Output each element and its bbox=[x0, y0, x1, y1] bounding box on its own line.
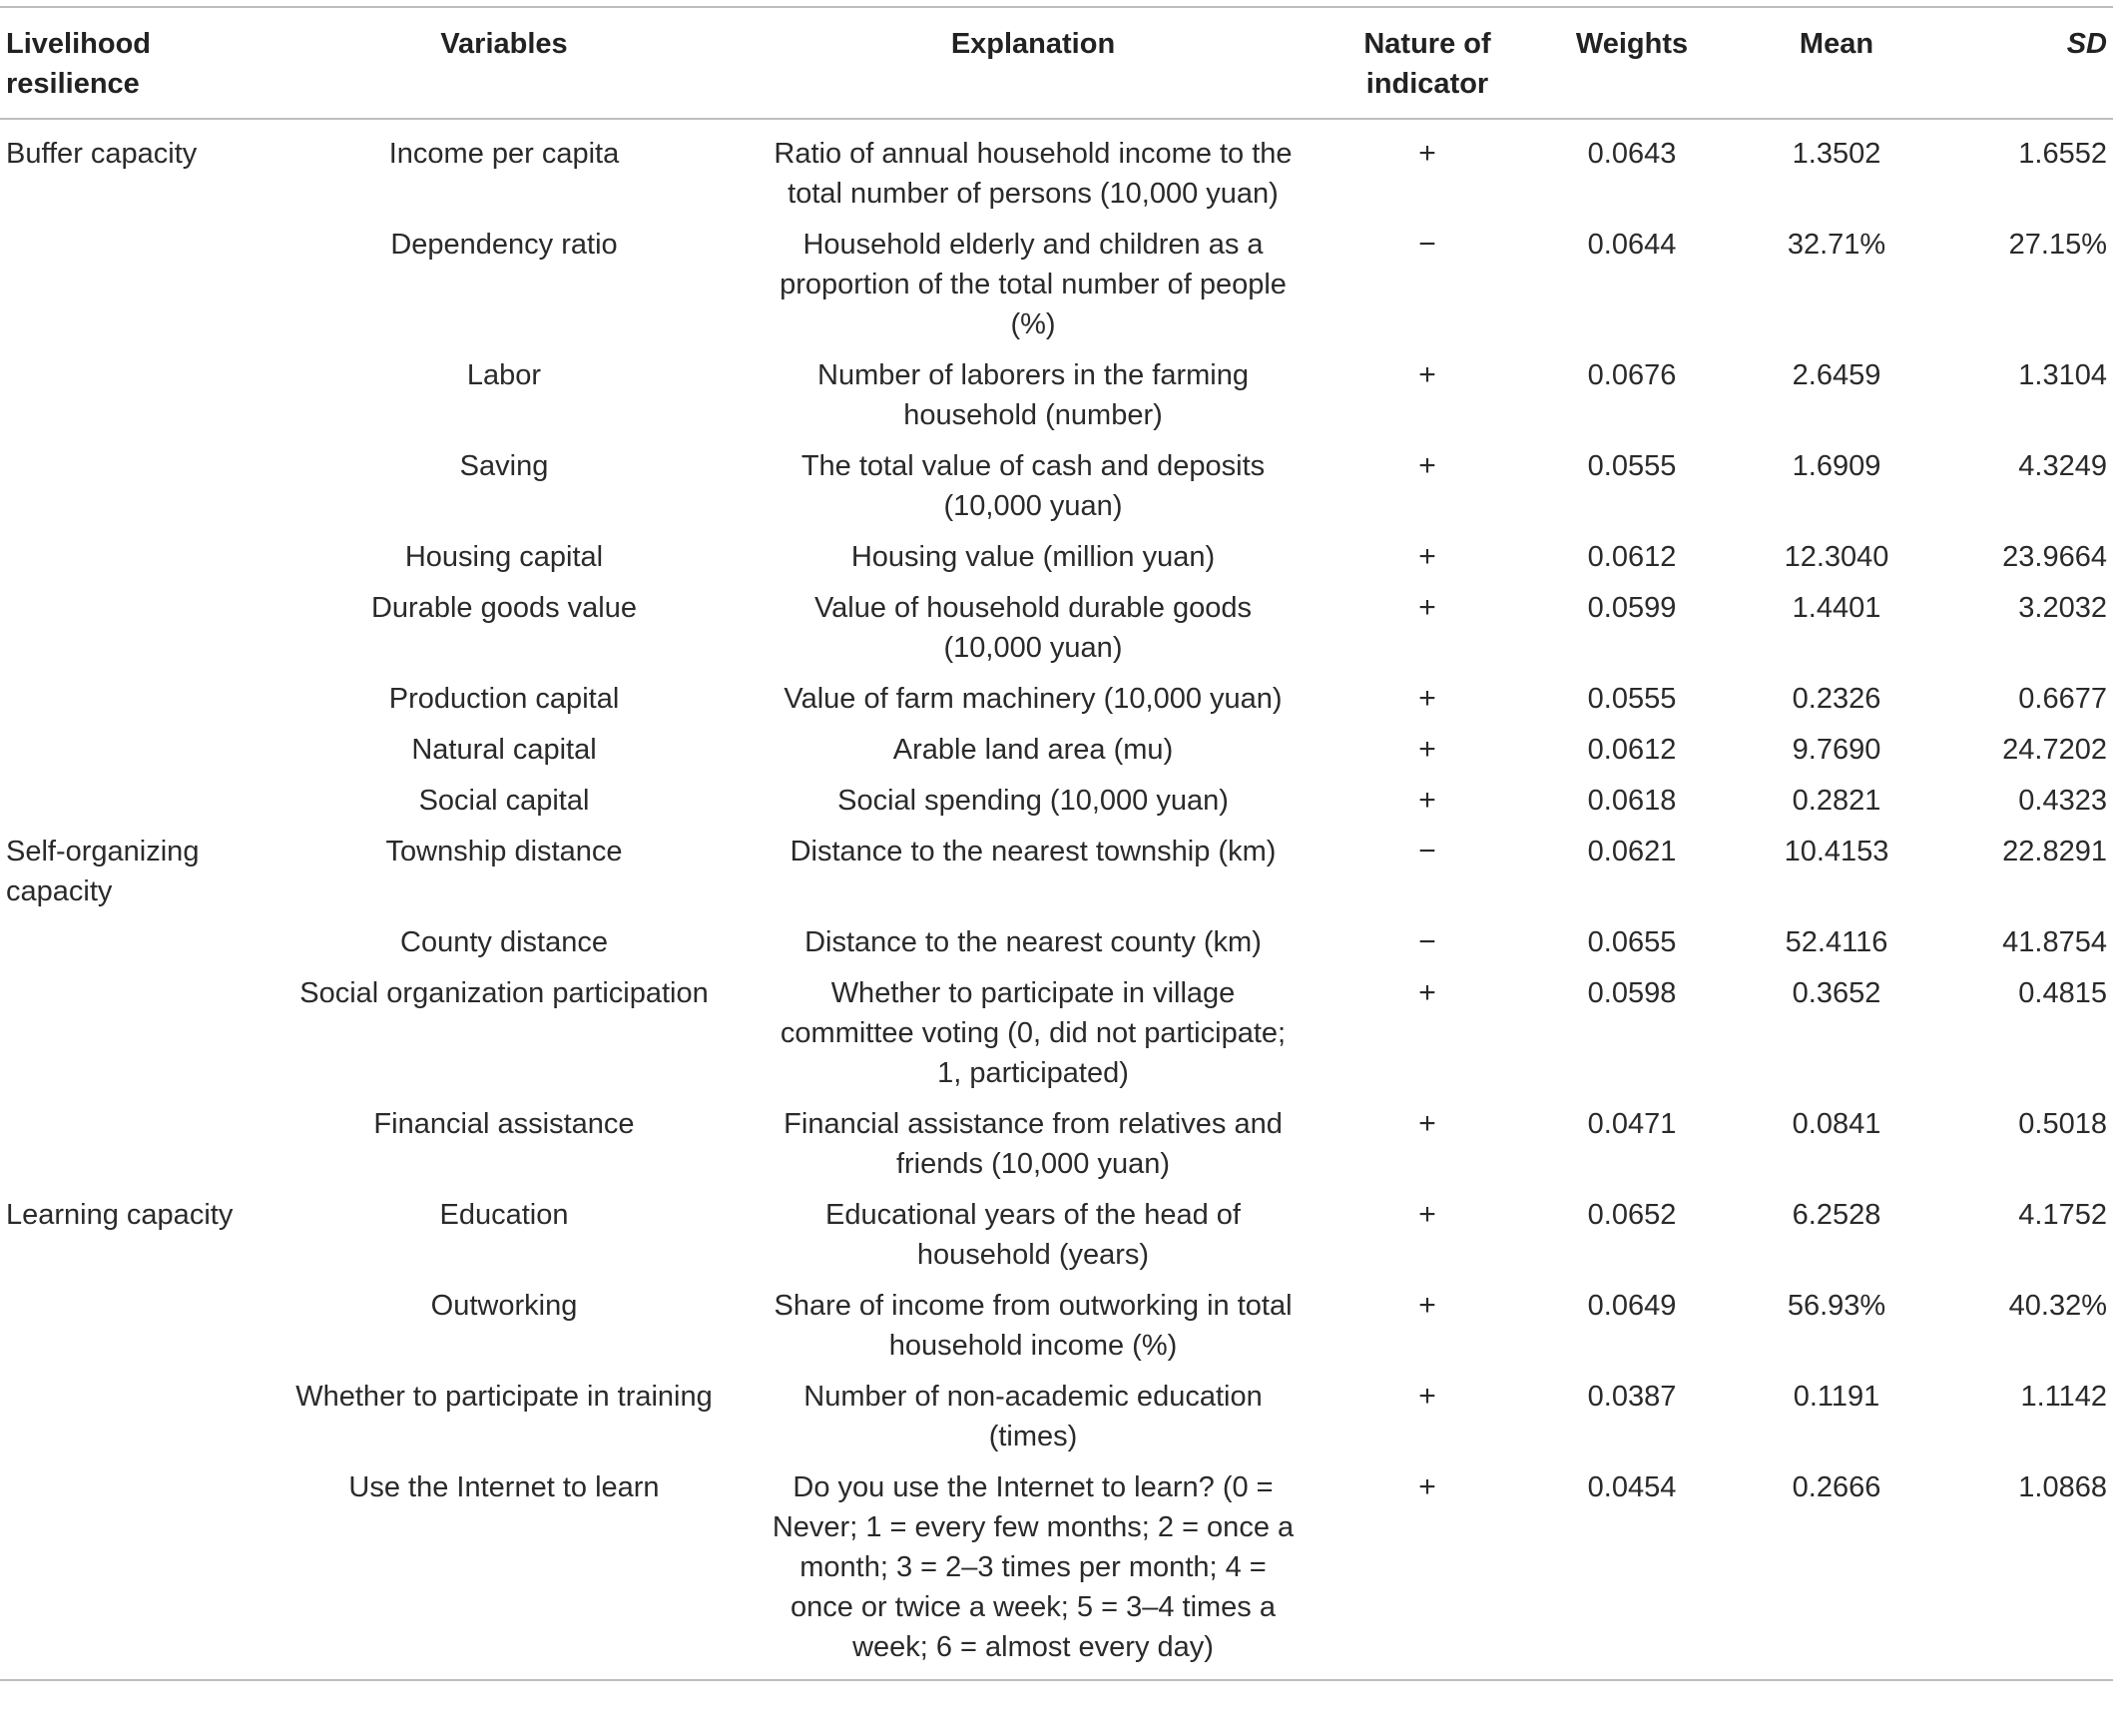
cell-weight: 0.0387 bbox=[1587, 1381, 1677, 1413]
cell-variable: Labor bbox=[466, 359, 542, 391]
cell-mean: 1.4401 bbox=[1792, 592, 1881, 624]
header-mean: Mean bbox=[1799, 28, 1874, 60]
cell-nature-of-indicator: + bbox=[1418, 784, 1436, 817]
cell-variable: Durable goods value bbox=[370, 592, 637, 624]
cell-category: Self-organizing capacity bbox=[6, 836, 200, 907]
cell-explanation: Educational years of the head of household (years) bbox=[825, 1199, 1241, 1271]
cell-nature-of-indicator: + bbox=[1418, 733, 1436, 766]
cell-variable: Saving bbox=[459, 450, 549, 482]
cell-weight: 0.0643 bbox=[1587, 138, 1677, 170]
cell-explanation: Financial assistance from relatives and friends (10,000 yuan) bbox=[784, 1108, 1283, 1180]
cell-explanation: Value of household durable goods (10,000 yuan) bbox=[813, 592, 1253, 664]
cell-variable: Social organization participation bbox=[299, 977, 709, 1009]
cell-nature-of-indicator: − bbox=[1418, 925, 1436, 958]
cell-nature-of-indicator: + bbox=[1418, 449, 1436, 482]
indicator-table-container bbox=[0, 6, 2113, 1681]
header-variables: Variables bbox=[440, 28, 568, 60]
cell-sd: 27.15% bbox=[2008, 229, 2107, 261]
cell-explanation: Distance to the nearest township (km) bbox=[790, 836, 1277, 868]
cell-weight: 0.0598 bbox=[1587, 977, 1677, 1009]
cell-explanation: Housing value (million yuan) bbox=[850, 541, 1216, 573]
table-row bbox=[0, 350, 2113, 441]
cell-nature-of-indicator: + bbox=[1418, 591, 1436, 624]
cell-variable: Social capital bbox=[418, 785, 590, 817]
cell-weight: 0.0612 bbox=[1587, 541, 1677, 573]
cell-mean: 2.6459 bbox=[1792, 359, 1881, 391]
table-row bbox=[0, 119, 2113, 220]
cell-mean: 9.7690 bbox=[1792, 734, 1881, 766]
table-row bbox=[0, 827, 2113, 917]
cell-category bbox=[0, 674, 269, 725]
table-row bbox=[0, 532, 2113, 583]
cell-nature-of-indicator: + bbox=[1418, 1198, 1436, 1231]
cell-sd: 1.3104 bbox=[2018, 359, 2107, 391]
cell-sd: 1.1142 bbox=[2020, 1381, 2107, 1413]
cell-sd: 41.8754 bbox=[2002, 926, 2107, 958]
cell-sd: 24.7202 bbox=[2002, 734, 2107, 766]
table-row bbox=[0, 1462, 2113, 1680]
cell-weight: 0.0555 bbox=[1587, 450, 1677, 482]
cell-nature-of-indicator: + bbox=[1418, 1470, 1436, 1503]
cell-sd: 40.32% bbox=[2008, 1290, 2107, 1322]
indicator-table bbox=[0, 6, 2113, 1681]
header-weights: Weights bbox=[1575, 28, 1689, 60]
cell-nature-of-indicator: − bbox=[1418, 835, 1436, 868]
cell-category bbox=[0, 1462, 269, 1680]
cell-mean: 0.3652 bbox=[1792, 977, 1881, 1009]
cell-category bbox=[0, 1281, 269, 1372]
cell-category bbox=[0, 583, 269, 674]
cell-nature-of-indicator: + bbox=[1418, 976, 1436, 1009]
cell-weight: 0.0555 bbox=[1587, 683, 1677, 715]
cell-variable: Outworking bbox=[430, 1290, 578, 1322]
cell-explanation: The total value of cash and deposits (10,000 yuan) bbox=[800, 450, 1266, 522]
cell-nature-of-indicator: − bbox=[1418, 228, 1436, 261]
cell-nature-of-indicator: + bbox=[1418, 682, 1436, 715]
cell-mean: 1.6909 bbox=[1792, 450, 1881, 482]
cell-variable: Dependency ratio bbox=[390, 229, 618, 261]
cell-sd: 1.6552 bbox=[2018, 138, 2107, 170]
cell-variable: Education bbox=[439, 1199, 569, 1231]
table-row bbox=[0, 220, 2113, 350]
cell-explanation: Household elderly and children as a proportion of the total number of people (%) bbox=[780, 229, 1287, 340]
table-header bbox=[0, 7, 2113, 119]
cell-category bbox=[0, 725, 269, 776]
table-row bbox=[0, 1372, 2113, 1462]
cell-weight: 0.0655 bbox=[1587, 926, 1677, 958]
cell-explanation: Ratio of annual household income to the total number of persons (10,000 yuan) bbox=[774, 138, 1293, 210]
cell-variable: Use the Internet to learn bbox=[348, 1471, 660, 1503]
cell-variable: County distance bbox=[400, 926, 608, 958]
cell-explanation: Share of income from outworking in total household income (%) bbox=[774, 1290, 1293, 1362]
cell-weight: 0.0676 bbox=[1587, 359, 1677, 391]
cell-weight: 0.0471 bbox=[1587, 1108, 1677, 1140]
cell-variable: Production capital bbox=[388, 683, 620, 715]
cell-category bbox=[0, 350, 269, 441]
cell-sd: 0.4323 bbox=[2018, 785, 2107, 817]
cell-weight: 0.0618 bbox=[1587, 785, 1677, 817]
table-row bbox=[0, 1281, 2113, 1372]
cell-explanation: Distance to the nearest county (km) bbox=[804, 926, 1262, 958]
cell-sd: 23.9664 bbox=[2002, 541, 2107, 573]
cell-variable: Income per capita bbox=[388, 138, 620, 170]
cell-mean: 0.2666 bbox=[1792, 1471, 1881, 1503]
cell-explanation: Social spending (10,000 yuan) bbox=[837, 785, 1229, 817]
table-row bbox=[0, 674, 2113, 725]
table-row bbox=[0, 968, 2113, 1099]
cell-sd: 0.4815 bbox=[2018, 977, 2107, 1009]
cell-sd: 22.8291 bbox=[2002, 836, 2107, 868]
cell-mean: 0.2821 bbox=[1792, 785, 1881, 817]
cell-sd: 3.2032 bbox=[2018, 592, 2107, 624]
cell-category: Buffer capacity bbox=[6, 138, 198, 170]
header-row bbox=[0, 7, 2113, 119]
cell-weight: 0.0649 bbox=[1587, 1290, 1677, 1322]
table-row bbox=[0, 1099, 2113, 1190]
table-row bbox=[0, 583, 2113, 674]
cell-explanation: Number of non-academic education (times) bbox=[803, 1381, 1263, 1452]
table-row bbox=[0, 776, 2113, 827]
cell-explanation: Value of farm machinery (10,000 yuan) bbox=[784, 683, 1283, 715]
header-explanation: Explanation bbox=[950, 28, 1116, 60]
table-row bbox=[0, 917, 2113, 968]
table-body bbox=[0, 119, 2113, 1680]
cell-mean: 1.3502 bbox=[1792, 138, 1881, 170]
cell-mean: 52.4116 bbox=[1785, 926, 1888, 958]
cell-category bbox=[0, 968, 269, 1099]
cell-mean: 10.4153 bbox=[1784, 836, 1889, 868]
cell-sd: 4.3249 bbox=[2018, 450, 2107, 482]
cell-explanation: Number of laborers in the farming household (number) bbox=[817, 359, 1249, 431]
cell-weight: 0.0454 bbox=[1587, 1471, 1677, 1503]
cell-explanation: Arable land area (mu) bbox=[892, 734, 1174, 766]
cell-explanation: Whether to participate in village committee voting (0, did not participate; 1, participated) bbox=[780, 977, 1287, 1089]
cell-category bbox=[0, 776, 269, 827]
header-sd: SD bbox=[2066, 28, 2107, 60]
header-nature-of-indicator: Nature of indicator bbox=[1363, 28, 1491, 100]
cell-mean: 0.1191 bbox=[1793, 1381, 1880, 1413]
cell-weight: 0.0599 bbox=[1587, 592, 1677, 624]
cell-mean: 12.3040 bbox=[1784, 541, 1889, 573]
cell-category bbox=[0, 441, 269, 532]
table-row bbox=[0, 725, 2113, 776]
header-livelihood-resilience: Livelihood resilience bbox=[6, 28, 151, 100]
cell-explanation: Do you use the Internet to learn? (0 = Never; 1 = every few months; 2 = once a month; 3 = 2–3 times per month; 4 = once or twice a week; 5 = 3–4 times a week; 6 = almost every day) bbox=[772, 1471, 1295, 1663]
cell-variable: Township distance bbox=[385, 836, 623, 868]
cell-nature-of-indicator: + bbox=[1418, 540, 1436, 573]
cell-variable: Housing capital bbox=[404, 541, 604, 573]
cell-nature-of-indicator: + bbox=[1418, 1289, 1436, 1322]
cell-nature-of-indicator: + bbox=[1418, 1380, 1436, 1413]
cell-category bbox=[0, 917, 269, 968]
cell-weight: 0.0644 bbox=[1587, 229, 1677, 261]
cell-sd: 0.6677 bbox=[2018, 683, 2107, 715]
cell-category bbox=[0, 1372, 269, 1462]
cell-weight: 0.0621 bbox=[1587, 836, 1677, 868]
cell-variable: Natural capital bbox=[411, 734, 597, 766]
cell-nature-of-indicator: + bbox=[1418, 1107, 1436, 1140]
cell-mean: 0.2326 bbox=[1792, 683, 1881, 715]
cell-weight: 0.0652 bbox=[1587, 1199, 1677, 1231]
cell-category: Learning capacity bbox=[6, 1199, 234, 1231]
cell-mean: 32.71% bbox=[1787, 229, 1886, 261]
table-row bbox=[0, 1190, 2113, 1281]
cell-category bbox=[0, 1099, 269, 1190]
cell-weight: 0.0612 bbox=[1587, 734, 1677, 766]
cell-mean: 0.0841 bbox=[1792, 1108, 1881, 1140]
cell-sd: 1.0868 bbox=[2018, 1471, 2107, 1503]
cell-nature-of-indicator: + bbox=[1418, 358, 1436, 391]
table-row bbox=[0, 441, 2113, 532]
cell-mean: 56.93% bbox=[1787, 1290, 1886, 1322]
cell-variable: Whether to participate in training bbox=[295, 1381, 713, 1413]
cell-sd: 4.1752 bbox=[2018, 1199, 2107, 1231]
cell-mean: 6.2528 bbox=[1792, 1199, 1881, 1231]
cell-category bbox=[0, 532, 269, 583]
cell-nature-of-indicator: + bbox=[1418, 137, 1436, 170]
cell-sd: 0.5018 bbox=[2018, 1108, 2107, 1140]
cell-variable: Financial assistance bbox=[373, 1108, 635, 1140]
cell-category bbox=[0, 220, 269, 350]
